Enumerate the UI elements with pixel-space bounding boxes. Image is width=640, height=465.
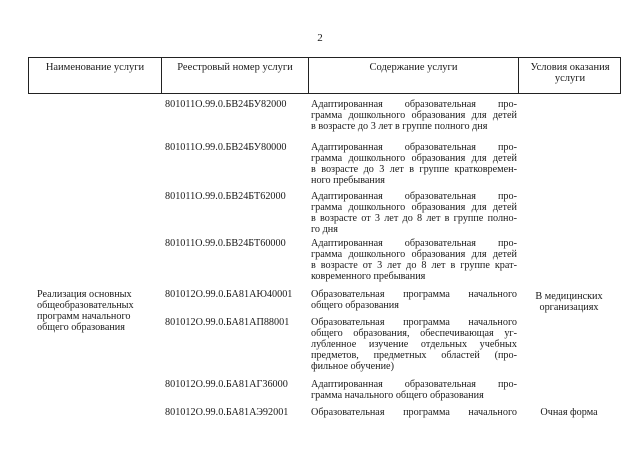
service-name bbox=[37, 289, 159, 333]
table-row-code: 801012О.99.0.БА81АП88001 bbox=[165, 317, 290, 328]
content-line: грамма дошкольного образования для детей bbox=[311, 153, 517, 165]
table-row-code: 801011О.99.0.БВ24БТ62000 bbox=[165, 191, 286, 202]
table-row-code: 801011О.99.0.БВ24БУ82000 bbox=[165, 99, 287, 110]
content-line: Образовательная программа начального bbox=[311, 289, 517, 300]
content-line: общего образования, обеспечивающая уг- bbox=[311, 328, 517, 340]
table-row-content bbox=[311, 238, 517, 282]
name-line: общеобразовательных bbox=[37, 300, 134, 312]
table-row-content bbox=[311, 379, 517, 401]
header-service-name: Наименование услуги bbox=[45, 62, 145, 73]
service-condition bbox=[521, 291, 617, 313]
table-row-content bbox=[311, 317, 517, 372]
table-row-code: 801012О.99.0.БА81АЭ92001 bbox=[165, 407, 289, 418]
content-line: в возрасте до 3 лет в группе полного дня bbox=[311, 121, 488, 133]
column-divider bbox=[518, 57, 519, 94]
header-service-conditions: Условия оказания услуги bbox=[530, 62, 610, 84]
content-line: грамма дошкольного образования для детей bbox=[311, 202, 517, 214]
table-top-border bbox=[28, 57, 621, 58]
name-line: Реализация основных bbox=[37, 289, 132, 300]
content-line: го дня bbox=[311, 224, 338, 236]
content-line: Адаптированная образовательная про- bbox=[311, 379, 517, 390]
table-row-code: 801011О.99.0.БВ24БУ80000 bbox=[165, 142, 287, 153]
content-line: Адаптированная образовательная про- bbox=[311, 142, 517, 153]
service-condition bbox=[521, 407, 617, 418]
table-row-code: 801011О.99.0.БВ24БТ60000 bbox=[165, 238, 286, 249]
condition-line: организациях bbox=[539, 302, 599, 314]
content-line: общего образования bbox=[311, 300, 399, 312]
content-line: ковременного пребывания bbox=[311, 271, 426, 283]
content-line: грамма начального общего образования bbox=[311, 390, 484, 402]
name-line: общего образования bbox=[37, 322, 125, 334]
table-row-code: 801012О.99.0.БА81АЮ40001 bbox=[165, 289, 293, 300]
content-line: Образовательная программа начального bbox=[311, 407, 517, 418]
content-line: Адаптированная образовательная про- bbox=[311, 238, 517, 249]
condition-line: В медицинских bbox=[535, 291, 603, 302]
table-row-content bbox=[311, 407, 517, 418]
content-line: предметов, предметных областей (про- bbox=[311, 350, 517, 362]
content-line: Адаптированная образовательная про- bbox=[311, 191, 517, 202]
header-registry-number: Реестровый номер услуги bbox=[177, 62, 293, 73]
condition-line: Очная форма bbox=[540, 407, 598, 418]
content-line: грамма дошкольного образования для детей bbox=[311, 249, 517, 261]
content-line: Адаптированная образовательная про- bbox=[311, 99, 517, 110]
content-line: в возрасте от 3 лет до 8 лет в группе крат- bbox=[311, 260, 517, 272]
table-row-content bbox=[311, 142, 517, 186]
table-row-content bbox=[311, 99, 517, 132]
content-line: ного пребывания bbox=[311, 175, 385, 187]
content-line: в возрасте от 3 лет до 8 лет в группе полно- bbox=[311, 213, 517, 225]
table-header-bottom-border bbox=[28, 93, 621, 94]
content-line: Образовательная программа начального bbox=[311, 317, 517, 328]
header-service-content: Содержание услуги bbox=[369, 62, 458, 73]
content-line: лубленное изучение отдельных учебных bbox=[311, 339, 517, 351]
content-line: в возрасте до 3 лет в группе кратковремен- bbox=[311, 164, 517, 176]
content-line: фильное обучение) bbox=[311, 361, 394, 373]
table-row-content bbox=[311, 289, 517, 311]
table-row-code: 801012О.99.0.БА81АГ36000 bbox=[165, 379, 288, 390]
content-line: грамма дошкольного образования для детей bbox=[311, 110, 517, 122]
table-row-content bbox=[311, 191, 517, 235]
page-number: 2 bbox=[317, 32, 323, 44]
table-right-border bbox=[620, 57, 621, 94]
name-line: программ начального bbox=[37, 311, 131, 323]
